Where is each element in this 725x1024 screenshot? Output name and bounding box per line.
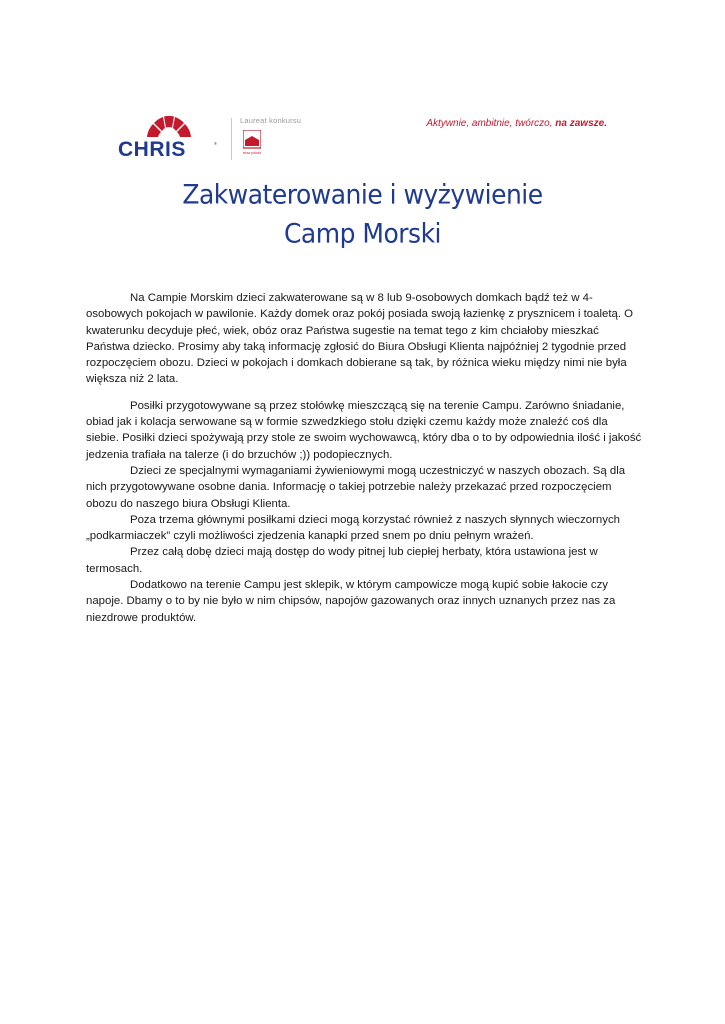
svg-text:®: ® — [214, 141, 217, 146]
page-title-line-1: Zakwaterowanie i wyżywienie — [182, 179, 543, 210]
slogan-bold: na zawsze. — [555, 118, 607, 129]
paragraph-evening-snacks: Poza trzema głównymi posiłkami dzieci mogą korzystać również z naszych słynnych wieczornych „podkarmiaczek” czyli możliwości zjedzenia kanapki przed snem po dniu pełnym wrażeń. — [86, 513, 620, 543]
logo-wordmark: CHRIS — [118, 138, 186, 161]
paragraph-dietary: Dzieci ze specjalnymi wymaganiami żywieniowymi mogą uczestniczyć w naszych obozach. Są dla nich przygotowywane osobne dania. Informację o takiej potrzebie należy przekazać przed rozpoczęciem obozu do naszego biura Obsługi Klienta. — [86, 464, 626, 510]
badge-text: teraz polska — [243, 151, 261, 155]
paragraph-accommodation: Na Campie Morskim dzieci zakwaterowane są w 8 lub 9-osobowych domkach bądź też w 4-osobowych pokojach w pawilonie. Każdy domek oraz pokój posiada swoją łazienkę z prysznicem i toaletą. O kwaterunku decyduje płeć, wiek, obóz oraz Państwa sugestie na temat tego z kim chciałoby mieszkać Państwa dziecko. Prosimy aby taką informację zgłosić do Biura Obsługi Klienta najpóźniej 2 tygodnie przed rozpoczęciem obozu. Dzieci w pokojach i domkach dobierane są tak, by różnica wieku między nimi nie była większa niż 2 lata. — [86, 292, 634, 386]
slogan-text: Aktywnie, ambitnie, twórczo, — [426, 118, 553, 129]
chris-logo — [117, 112, 222, 162]
paragraph-shop: Dodatkowo na terenie Campu jest sklepik, w którym campowicze mogą kupić sobie łakocie czy napoje. Dbamy o to by nie było w nim chipsów, napojów gazowanych oraz innych uznanych przez nas za niezdrowe produktów. — [86, 579, 616, 624]
award-label: Laureat konkursu — [240, 116, 302, 125]
paragraph-meals: Posiłki przygotowywane są przez stołówkę mieszczącą się na terenie Campu. Zarówno śniadanie, obiad jak i kolacja serwowane są w formie szwedzkiego stołu dzięki czemu każdy może znaleźć coś dla siebie. Posiłki dzieci spożywają przy stole ze swoim wychowawcą, który dba o to by odpowiednia ilość i jakość jedzenia trafiała na talerze (i do brzuchów ;)) podopiecznych. — [86, 399, 642, 461]
teraz-polska-badge — [243, 130, 261, 156]
document-body — [86, 290, 642, 626]
page-title-line-2: Camp Morski — [283, 218, 442, 249]
slogan — [426, 118, 607, 129]
header-divider — [231, 118, 232, 160]
page-header — [0, 0, 725, 170]
paragraph-water: Przez całą dobę dzieci mają dostęp do wody pitnej lub ciepłej herbaty, która ustawiona jest w termosach. — [86, 546, 598, 575]
